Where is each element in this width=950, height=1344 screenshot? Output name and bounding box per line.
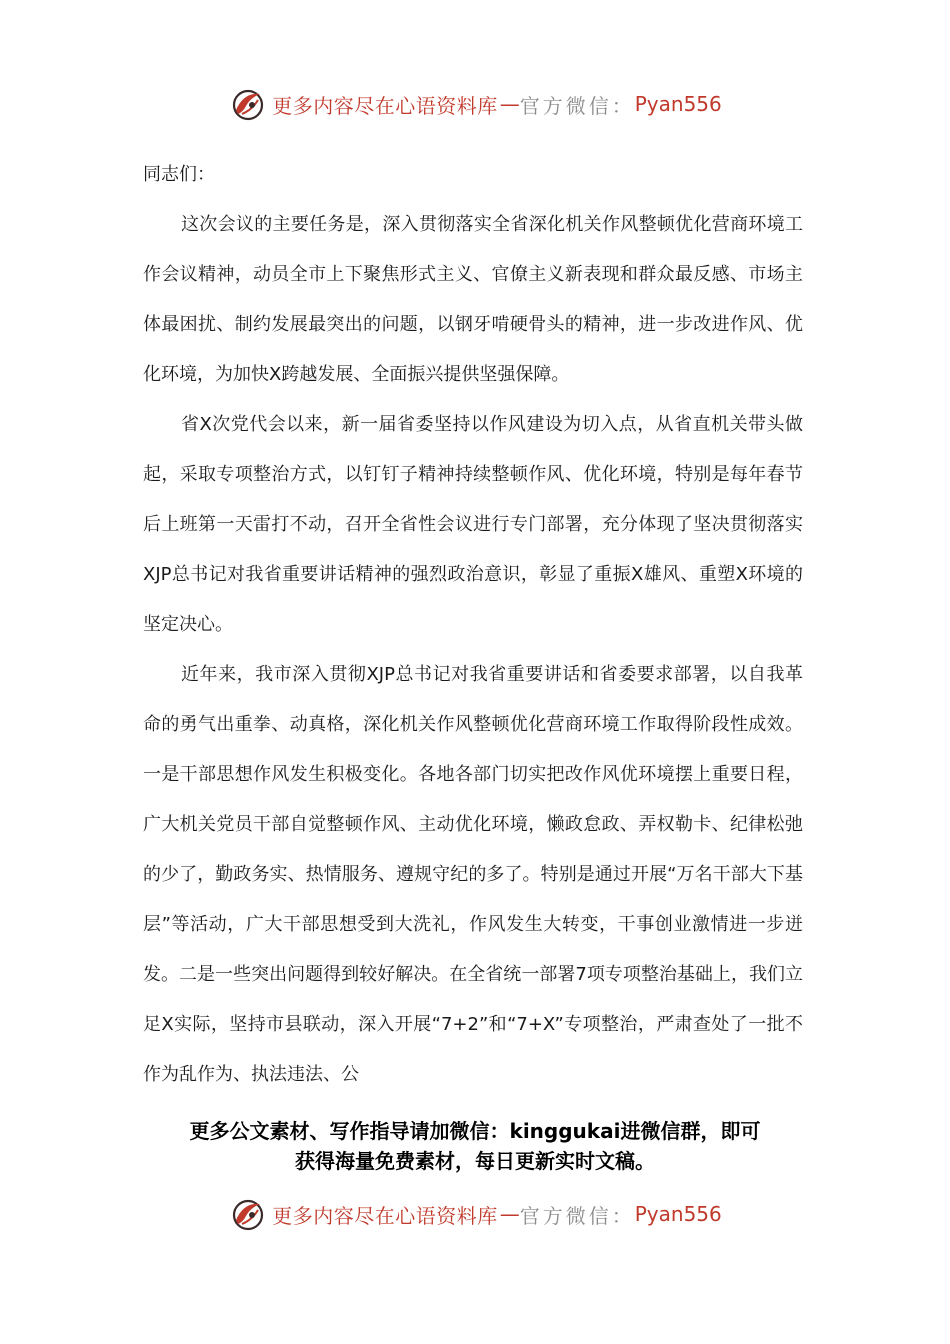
- cta-line-1: 更多公文素材、写作指导请加微信：kinggukai进微信群，即可: [189, 1119, 761, 1143]
- footer-banner: [0, 1192, 950, 1236]
- footer-banner-dash: —: [499, 1202, 518, 1226]
- paragraph-2: 省X次党代会以来，新一届省委坚持以作风建设为切入点，从省直机关带头做起，采取专项整治方式，以钉钉子精神持续整顿作风、优化环境，特别是每年春节后上班第一天雷打不动，召开全省性会议进行专门部署，充分体现了坚决贯彻落实XJP总书记对我省重要讲话精神的强烈政治意识，彰显了重振X雄风、重塑X环境的坚定决心。: [143, 414, 803, 635]
- banner-dash: —: [499, 92, 518, 116]
- brush-swirl-logo-icon: [228, 1194, 268, 1234]
- document-body: [143, 150, 803, 1100]
- brush-swirl-logo-icon: [228, 84, 268, 124]
- cta-line-2: 获得海量免费素材，每日更新实时文稿。: [295, 1149, 655, 1173]
- header-banner: [0, 82, 950, 126]
- banner-wechat-handle: Pyan556: [634, 92, 722, 116]
- salutation: 同志们：: [143, 164, 215, 185]
- banner-wechat-label: 官方微信：: [519, 93, 635, 118]
- paragraph-1: 这次会议的主要任务是，深入贯彻落实全省深化机关作风整顿优化营商环境工作会议精神，动员全市上下聚焦形式主义、官僚主义新表现和群众最反感、市场主体最困扰、制约发展最突出的问题，以钢牙啃硬骨头的精神，进一步改进作风、优化环境，为加快X跨越发展、全面振兴提供坚强保障。: [143, 214, 803, 385]
- footer-banner-wechat-handle: Pyan556: [634, 1202, 722, 1226]
- footer-call-to-action: [100, 1116, 850, 1176]
- footer-banner-brand-text: 更多内容尽在心语资料库: [272, 1203, 498, 1228]
- footer-banner-wechat-label: 官方微信：: [519, 1203, 635, 1228]
- banner-brand-text: 更多内容尽在心语资料库: [272, 93, 498, 118]
- paragraph-3: 近年来，我市深入贯彻XJP总书记对我省重要讲话和省委要求部署，以自我革命的勇气出重拳、动真格，深化机关作风整顿优化营商环境工作取得阶段性成效。一是干部思想作风发生积极变化。各地各部门切实把改作风优环境摆上重要日程，广大机关党员干部自觉整顿作风、主动优化环境，懒政怠政、弄权勒卡、纪律松弛的少了，勤政务实、热情服务、遵规守纪的多了。特别是通过开展“万名干部大下基层”等活动，广大干部思想受到大洗礼，作风发生大转变，干事创业激情进一步迸发。二是一些突出问题得到较好解决。在全省统一部署7项专项整治基础上，我们立足X实际，坚持市县联动，深入开展“7+2”和“7+X”专项整治，严肃查处了一批不作为乱作为、执法违法、公: [143, 664, 803, 1085]
